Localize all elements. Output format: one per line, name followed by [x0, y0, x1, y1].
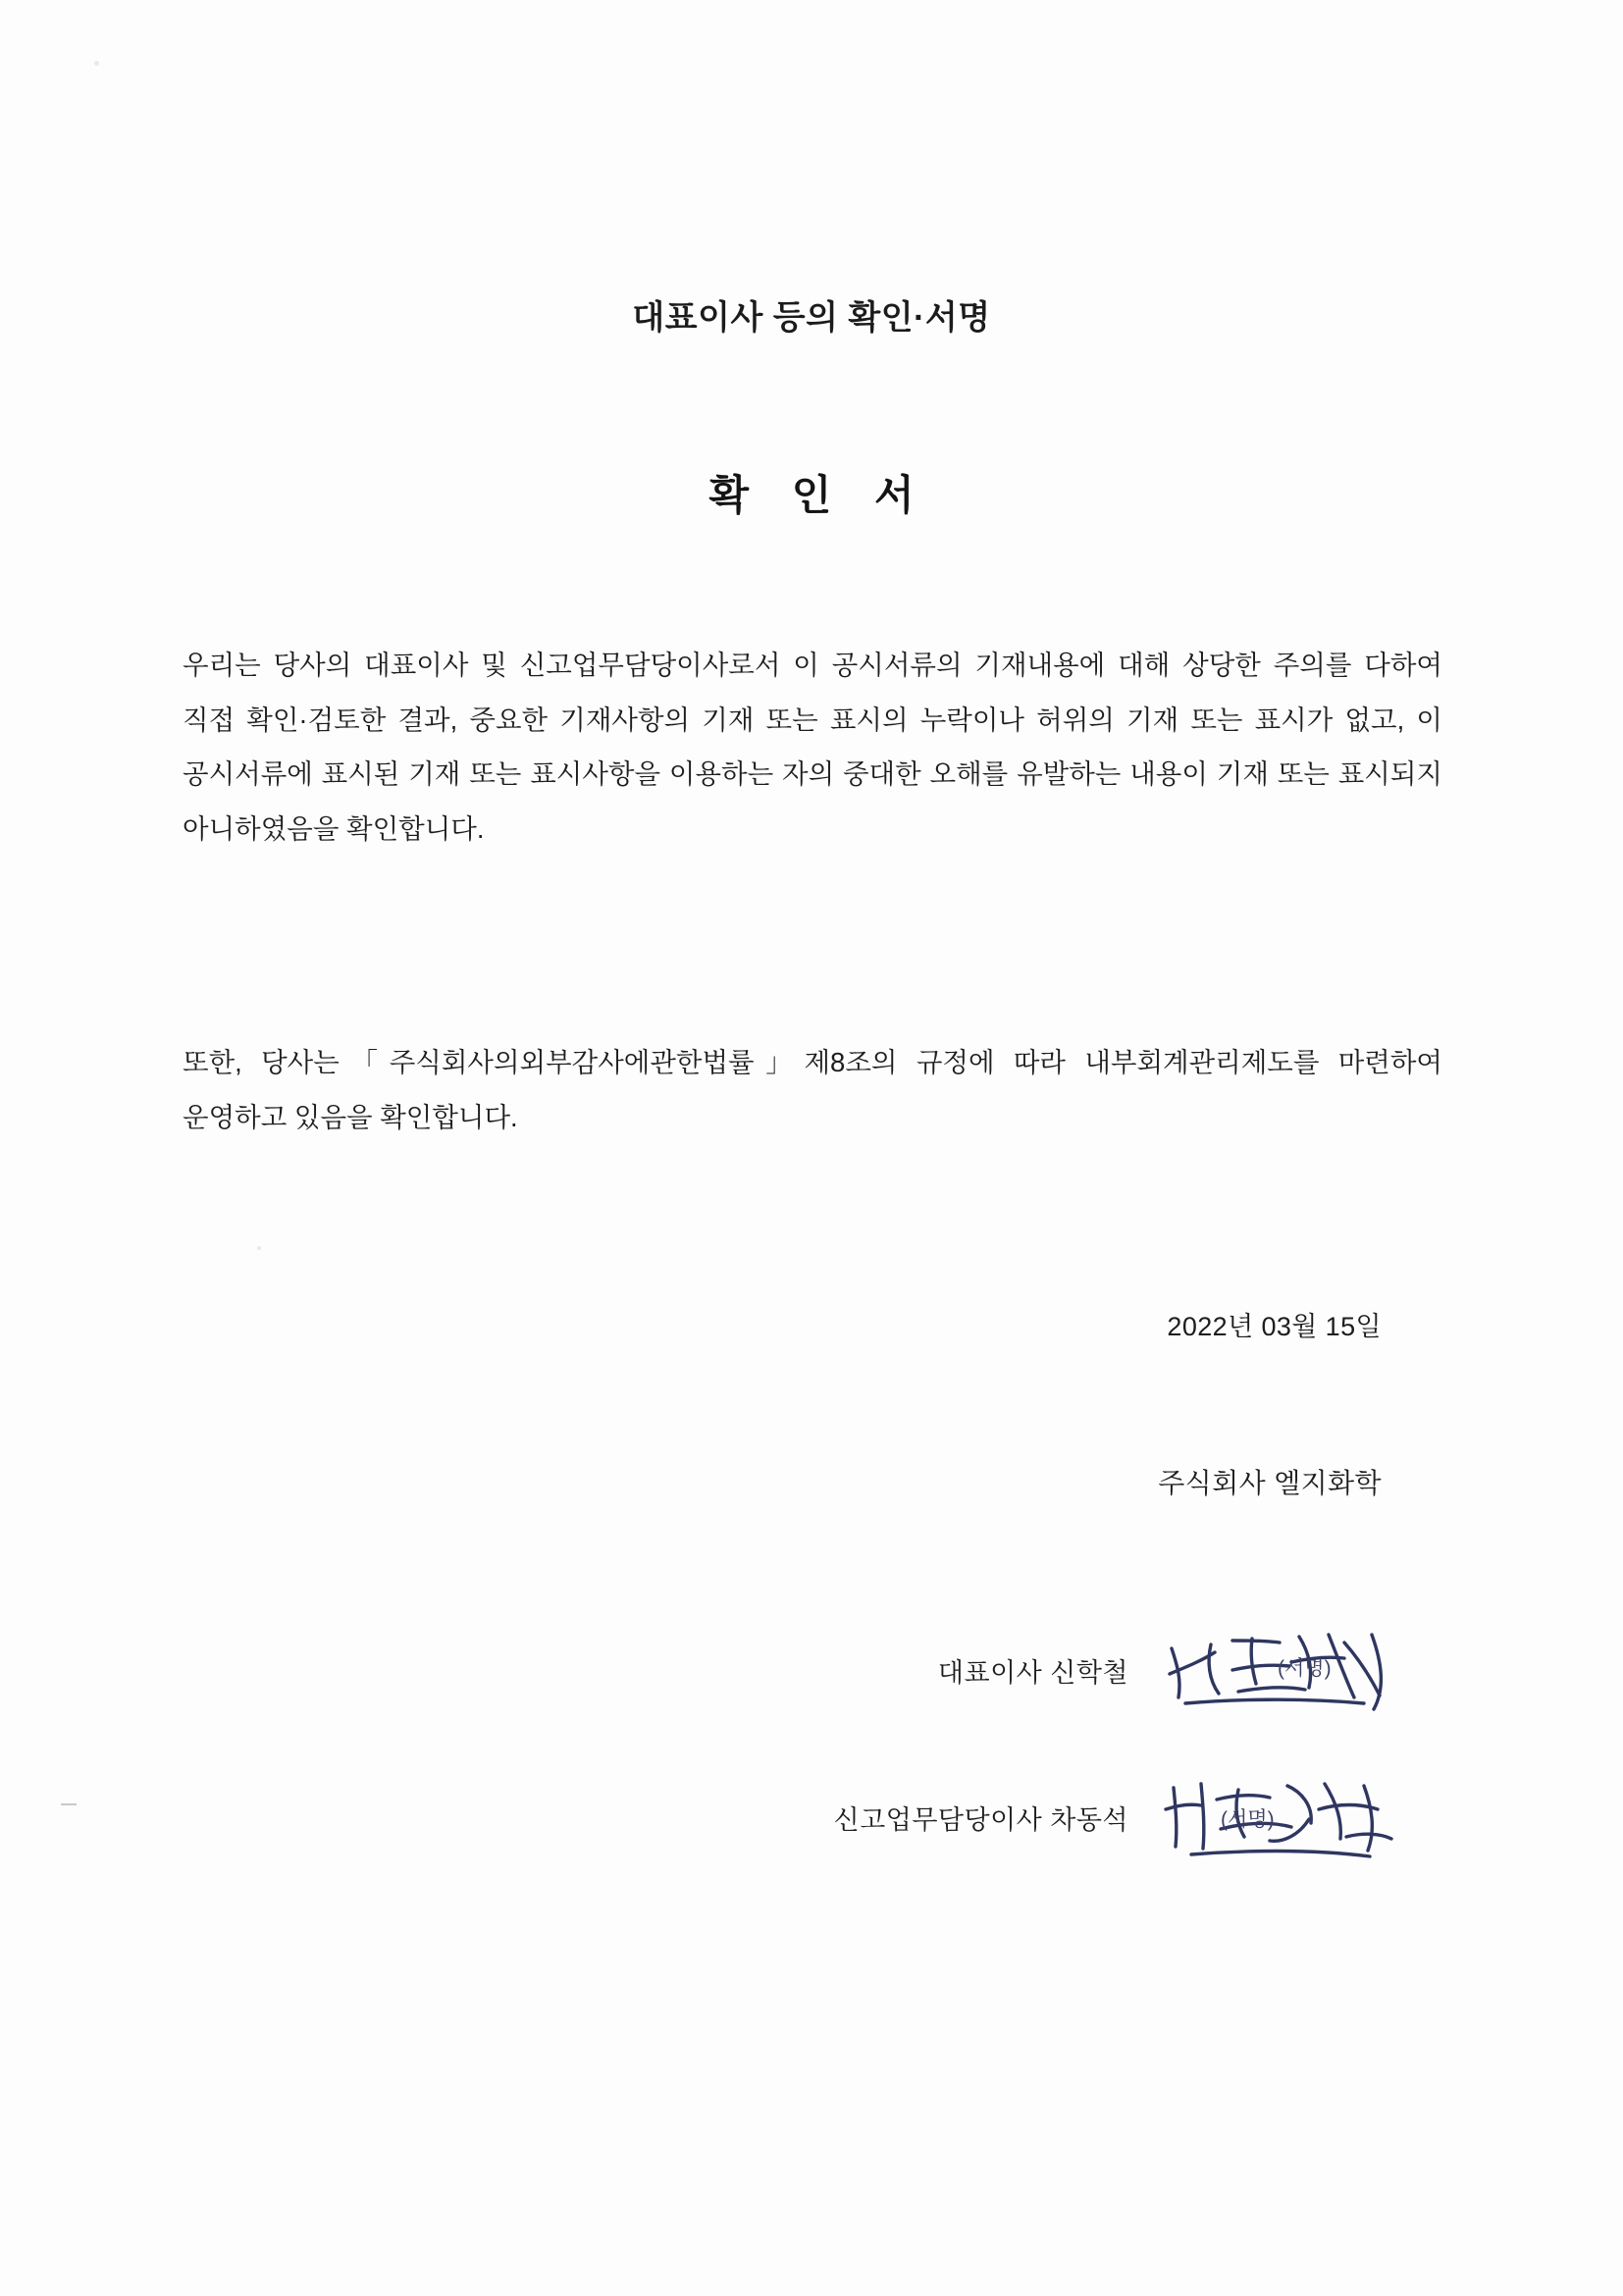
- signature-row-ceo: [938, 1619, 1395, 1721]
- document-title: 확 인 서: [708, 472, 930, 518]
- handwritten-signature-ceo: [1162, 1619, 1395, 1721]
- seal-note-ceo: (서명): [1278, 1657, 1332, 1680]
- handwritten-signature-officer: [1162, 1766, 1395, 1868]
- signature-label-ceo: 대표이사 신학철: [937, 1657, 1128, 1688]
- body-paragraph-1: 우리는 당사의 대표이사 및 신고업무담당이사로서 이 공시서류의 기재내용에 대해 상당한 주의를 다하여 직접 확인·검토한 결과, 중요한 기재사항의 기재 또는 표시의 누락이나 허위의 기재 또는 표시가 없고, 이 공시서류에 표시된 기재 또는 표시사항을 이용하는 자의 중대한 오해를 유발하는 내용이 기재 또는 표시되지 아니하였음을 확인합니다.: [183, 650, 1442, 844]
- body-paragraph-2: 또한, 당사는「주식회사의외부감사에관한법률」제8조의 규정에 따라 내부회계관리제도를 마련하여 운영하고 있음을 확인합니다.: [183, 1047, 1442, 1132]
- scan-speck: [94, 61, 99, 66]
- seal-note-officer: (서명): [1221, 1808, 1275, 1831]
- company-name: 주식회사 엘지화학: [1158, 1468, 1382, 1498]
- signing-date: 2022년 03월 15일: [1167, 1312, 1382, 1341]
- signature-label-officer: 신고업무담당이사 차동석: [833, 1804, 1128, 1835]
- scan-margin-tick: [61, 1803, 77, 1805]
- scan-speck: [257, 1246, 261, 1250]
- document-heading: 대표이사 등의 확인·서명: [632, 299, 991, 337]
- signature-row-officer: [834, 1766, 1395, 1868]
